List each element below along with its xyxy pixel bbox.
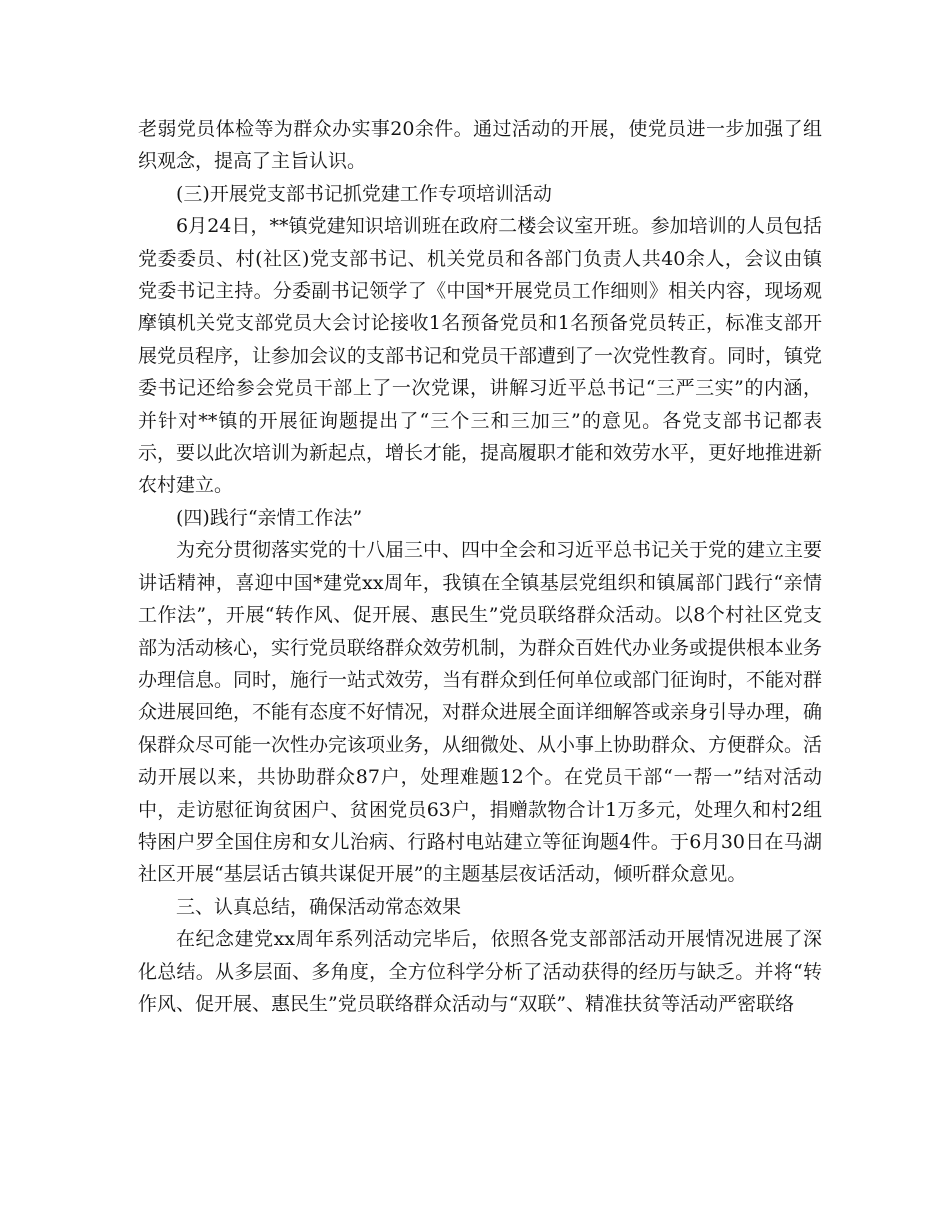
paragraph-training: 6月24日，**镇党建知识培训班在政府二楼会议室开班。参加培训的人员包括党委委员、村(社区)党支部书记、机关党员和各部门负责人共40余人，会议由镇党委书记主持。分委副书记领学了《中国*开展党员工作细则》相关内容，现场观摩镇机关党支部党员大会讨论接收1名预备党员和1名预备党员转正，标准支部开展党员程序，让参加会议的支部书记和党员干部遭到了一次党性教育。同时，镇党委书记还给参会党员干部上了一次党课，讲解习近平总书记“三严三实”的内涵，并针对**镇的开展征询题提出了“三个三和三加三”的意见。各党支部书记都表示，要以此次培训为新起点，增长才能，提高履职才能和效劳水平，更好地推进新农村建立。 [138, 215, 823, 497]
section-heading-summary: 三、认真总结，确保活动常态效果 [176, 895, 462, 918]
paragraph-continuation: 老弱党员体检等为群众办实事20余件。通过活动的开展，使党员进一步加强了组织观念，提高了主旨认识。 [138, 118, 822, 173]
document-body [138, 113, 822, 1020]
paragraph-summary: 在纪念建党xx周年系列活动完毕后，依照各党支部部活动开展情况进展了深化总结。从多层面、多角度，全方位科学分析了活动获得的经历与缺乏。并将“转作风、促开展、惠民生”党员联络群众活动与“双联”、精准扶贫等活动严密联络 [138, 928, 822, 1015]
paragraph-family-method: 为充分贯彻落实党的十八届三中、四中全会和习近平总书记关于党的建立主要讲话精神，喜迎中国*建党xx周年，我镇在全镇基层党组织和镇属部门践行“亲情工作法”，开展“转作风、促开展、惠民生”党员联络群众活动。以8个村社区党支部为活动核心，实行党员联络群众效劳机制，为群众百姓代办业务或提供根本业务办理信息。同时，施行一站式效劳，当有群众到任何单位或部门征询时，不能对群众进展回绝，不能有态度不好情况，对群众进展全面详细解答或亲身引导办理，确保群众尽可能一次性办完该项业务，从细微处、从小事上协助群众、方便群众。活动开展以来，共协助群众87户，处理难题12个。在党员干部“一帮一”结对活动中，走访慰征询贫困户、贫困党员63户，捐赠款物合计1万多元，处理久和村2组特困户罗全国住房和女儿治病、行路村电站建立等征询题4件。于6月30日在马湖社区开展“基层话古镇共谋促开展”的主题基层夜话活动，倾听群众意见。 [138, 539, 823, 886]
subheading-family-method: (四)践行“亲情工作法” [176, 506, 363, 529]
subheading-training: (三)开展党支部书记抓党建工作专项培训活动 [176, 182, 552, 205]
